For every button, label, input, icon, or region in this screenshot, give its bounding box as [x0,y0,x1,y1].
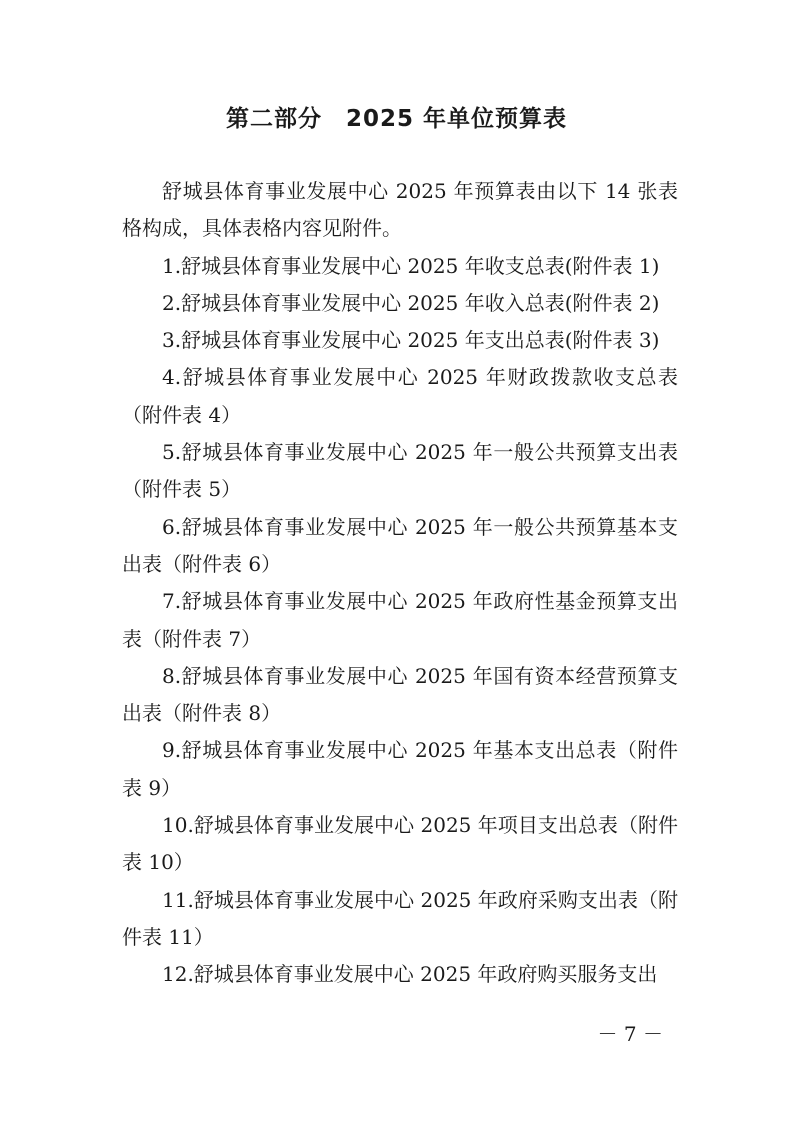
list-item: 12.舒城县体育事业发展中心 2025 年政府购买服务支出 [162,962,658,987]
page-number: － 7 － [597,1022,663,1046]
list-item: 7.舒城县体育事业发展中心 2025 年政府性基金预算支出表（附件表 7） [122,589,678,651]
list-item: 4.舒城县体育事业发展中心 2025 年财政拨款收支总表（附件表 4） [122,365,678,427]
list-item: 1.舒城县体育事业发展中心 2025 年收支总表(附件表 1) [162,253,660,278]
list-item: 3.舒城县体育事业发展中心 2025 年支出总表(附件表 3) [162,328,660,353]
list-item: 2.舒城县体育事业发展中心 2025 年收入总表(附件表 2) [162,290,660,315]
intro-paragraph: 舒城县体育事业发展中心 2025 年预算表由以下 14 张表格构成，具体表格内容见附件。 [122,179,678,241]
list-item: 9.舒城县体育事业发展中心 2025 年基本支出总表（附件表 9） [122,738,678,800]
page-title: 第二部分 2025 年单位预算表 [225,106,568,132]
list-item: 8.舒城县体育事业发展中心 2025 年国有资本经营预算支出表（附件表 8） [122,663,678,726]
list-item: 5.舒城县体育事业发展中心 2025 年一般公共预算支出表（附件表 5） [122,440,678,502]
document-body [122,173,678,994]
list-item: 10.舒城县体育事业发展中心 2025 年项目支出总表（附件表 10） [122,813,678,875]
list-item: 11.舒城县体育事业发展中心 2025 年政府采购支出表（附件表 11） [122,887,678,949]
list-item: 6.舒城县体育事业发展中心 2025 年一般公共预算基本支出表（附件表 6） [122,514,678,576]
